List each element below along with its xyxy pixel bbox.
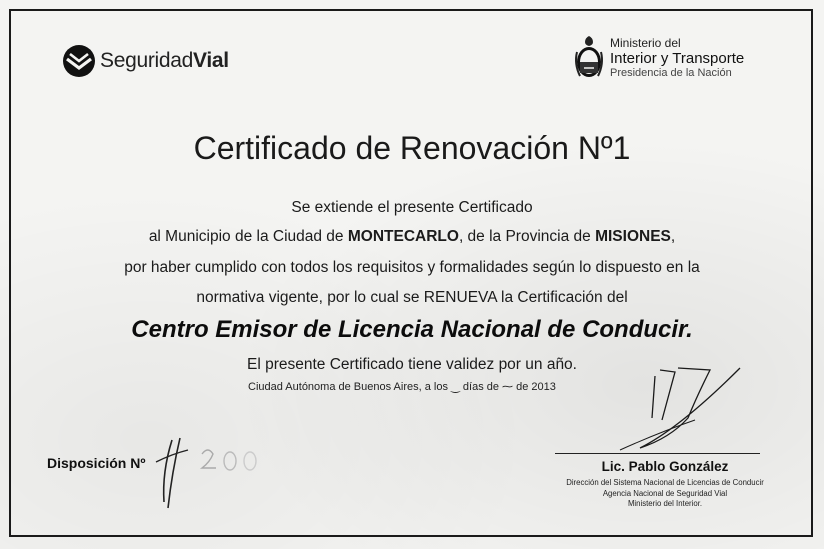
signature-scribble (600, 358, 760, 458)
disposition-label: Disposición Nº (47, 455, 146, 471)
certificate-line-1: Se extiende el presente Certificado (291, 199, 533, 216)
emission-center-name: Centro Emisor de Licencia Nacional de Conducir. (131, 316, 693, 343)
signatory-department-1: Dirección del Sistema Nacional de Licencias de Conducir (566, 478, 764, 487)
line-2-suffix: , (670, 228, 676, 245)
national-coat-of-arms-icon (572, 34, 606, 82)
signatory-name: Lic. Pablo González (601, 459, 729, 474)
seguridad-vial-emblem-icon (62, 44, 96, 78)
certificate-line-3: por haber cumplido con todos los requisitos y formalidades según lo dispuesto en la (124, 259, 700, 276)
signature-line (555, 453, 760, 454)
brand-word-2: Vial (193, 49, 229, 72)
line-2-prefix: al Municipio de la Ciudad de (148, 228, 348, 245)
signatory-department-3: Ministerio del Interior. (627, 499, 703, 508)
ministerio-line-1: Ministerio del (610, 35, 681, 50)
seguridad-vial-wordmark (100, 49, 229, 73)
ministerio-line-2: Interior y Transporte (610, 49, 745, 67)
certificate-title: Certificado de Renovación Nº1 (193, 130, 631, 166)
province-name: MISIONES (595, 228, 671, 245)
certificate-line-2 (0, 228, 824, 246)
place-date: Ciudad Autónoma de Buenos Aires, a los ‿ días de ⁓ de 2013 (248, 381, 556, 393)
seguridad-vial-logo (62, 44, 229, 78)
ministerio-logo (572, 34, 744, 82)
disposition-handwritten-number (150, 432, 270, 512)
city-name: MONTECARLO (347, 228, 459, 245)
line-2-mid: , de la Provincia de (458, 228, 596, 245)
brand-word-1: Seguridad (100, 49, 194, 72)
validity-line: El presente Certificado tiene validez por un año. (246, 356, 577, 373)
certificate-line-4: normativa vigente, por lo cual se RENUEVA la Certificación del (196, 289, 628, 306)
ministerio-line-3: Presidencia de la Nación (610, 66, 732, 79)
signatory-department-2: Agencia Nacional de Seguridad Vial (602, 489, 728, 498)
